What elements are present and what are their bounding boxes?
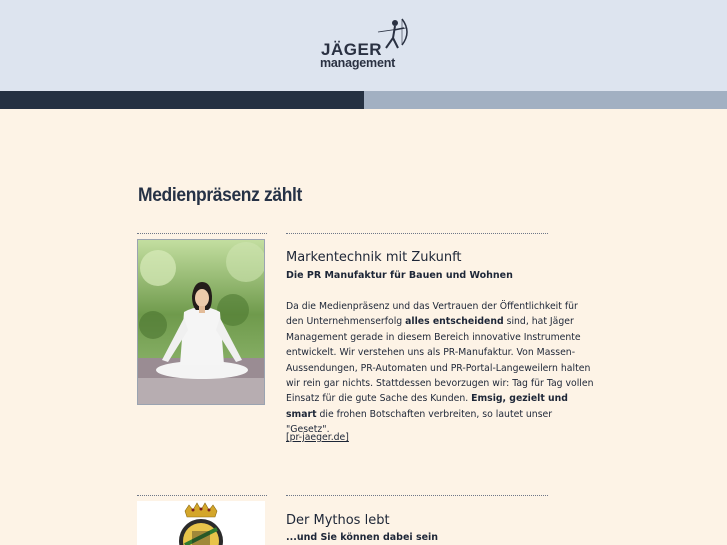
page-title: Medienpräsenz zählt	[138, 185, 302, 206]
divider-dotted	[137, 233, 267, 234]
article-subtitle: Die PR Manufaktur für Bauen und Wohnen	[286, 270, 513, 281]
divider-dotted	[286, 233, 548, 234]
body-text: die frohen Botschaften verbreiten, so lautet unser "Gesetz".	[286, 408, 553, 436]
header-bar-dark	[0, 91, 364, 109]
crest-emblem-image	[137, 501, 265, 545]
body-text: sind, hat Jäger Management gerade in diesem Bereich innovative Instrumente entwickelt. Wir verstehen uns als PR-Manufaktur. Von Massen-Aussendungen, PR-Automaten und PR-Portal-Langeweilern halten wir rein gar nichts. Stattdessen bevorzugen wir: Tag für Tag vollen Einsatz für die gute Sache des Kunden.	[286, 316, 594, 405]
body-text: Da die Medienpräsenz und das Vertrauen der Öffentlichkeit für den Unternehmenserfolg	[286, 301, 578, 328]
body-emphasis: alles entscheidend	[405, 316, 504, 328]
divider-dotted	[286, 495, 548, 496]
logo-wordmark-bottom: management	[320, 56, 396, 70]
body-emphasis: Emsig, gezielt und smart	[286, 393, 568, 420]
jaeger-management-logo[interactable]	[318, 18, 414, 74]
yoga-woman-photo	[137, 239, 265, 405]
article-title: Der Mythos lebt	[286, 513, 390, 528]
header-bar-light	[364, 91, 727, 109]
article-subtitle: ...und Sie können dabei sein	[286, 532, 439, 543]
article-body	[286, 299, 596, 438]
pr-jaeger-link[interactable]: [pr-jaeger.de]	[286, 432, 349, 443]
logo-wordmark-top: JÄGER	[321, 40, 383, 59]
site-header	[0, 0, 727, 91]
article-title: Markentechnik mit Zukunft	[286, 250, 462, 265]
divider-dotted	[137, 495, 267, 496]
